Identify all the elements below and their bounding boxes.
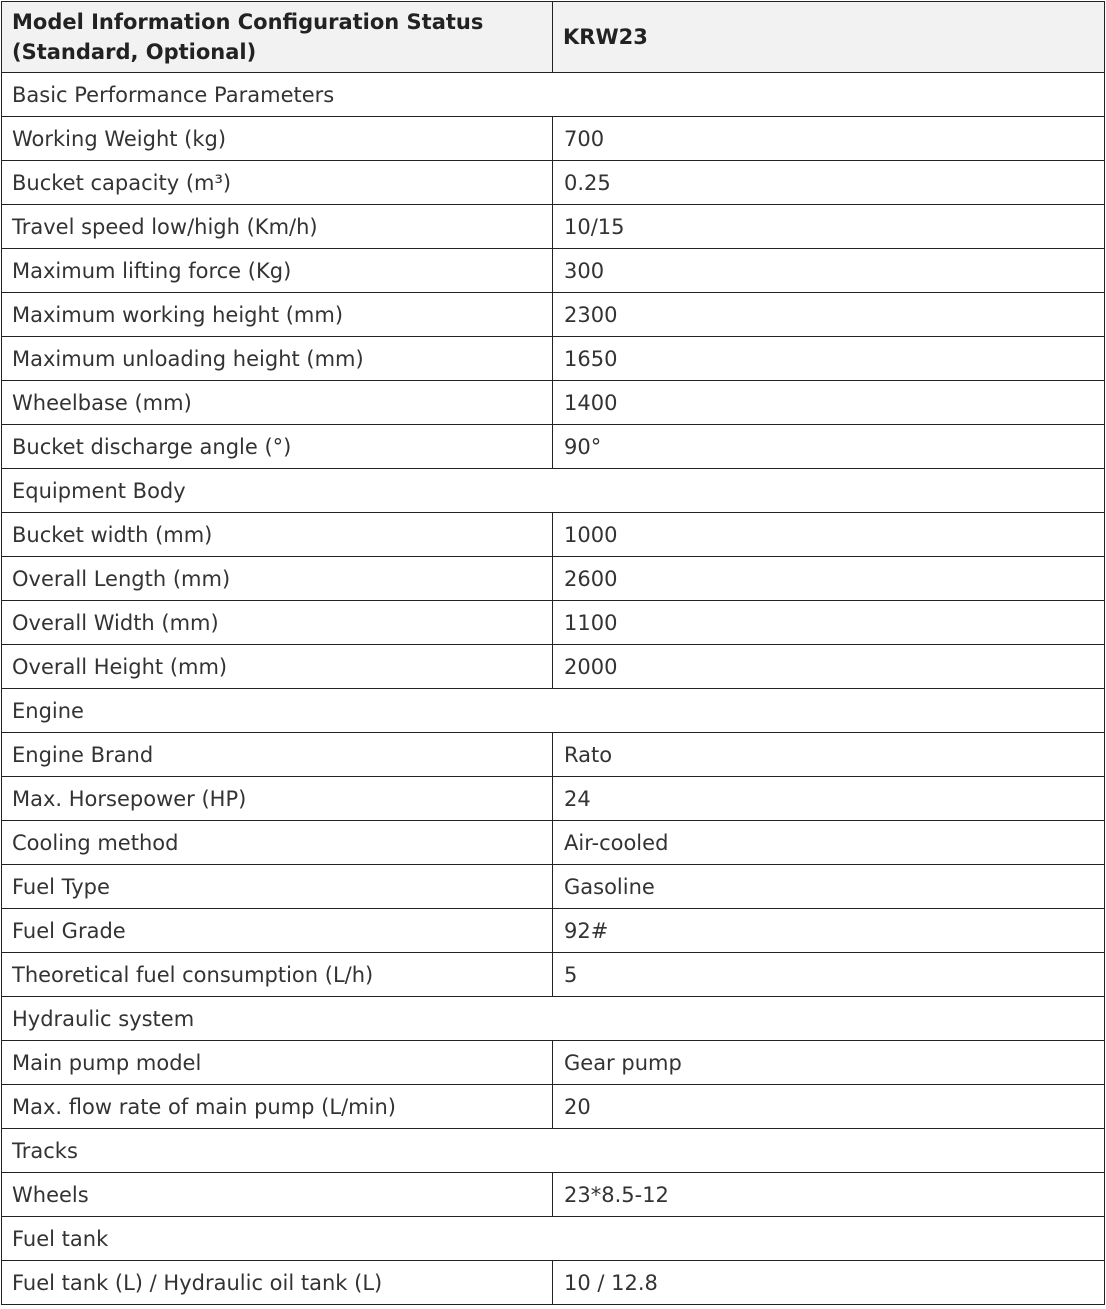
spec-label: Max. flow rate of main pump (L/min): [2, 1085, 553, 1129]
table-row: [2, 733, 1105, 777]
table-row: [2, 601, 1105, 645]
spec-value: Rato: [553, 733, 1105, 777]
spec-value: 92#: [553, 909, 1105, 953]
spec-label: Overall Height (mm): [2, 645, 553, 689]
section-title: Basic Performance Parameters: [2, 73, 1105, 117]
spec-label: Cooling method: [2, 821, 553, 865]
table-row: [2, 645, 1105, 689]
section-title: Equipment Body: [2, 469, 1105, 513]
spec-label: Wheels: [2, 1173, 553, 1217]
spec-label: Engine Brand: [2, 733, 553, 777]
spec-value: 90°: [553, 425, 1105, 469]
spec-label: Bucket discharge angle (°): [2, 425, 553, 469]
section-row: [2, 469, 1105, 513]
table-row: [2, 1041, 1105, 1085]
spec-value: 2300: [553, 293, 1105, 337]
table-row: [2, 293, 1105, 337]
spec-label: Maximum unloading height (mm): [2, 337, 553, 381]
spec-value: 20: [553, 1085, 1105, 1129]
section-row: [2, 73, 1105, 117]
header-model: KRW23: [553, 2, 1105, 73]
spec-label: Maximum working height (mm): [2, 293, 553, 337]
table-body: [2, 73, 1105, 1305]
spec-label: Bucket width (mm): [2, 513, 553, 557]
table-row: [2, 865, 1105, 909]
spec-value: 2000: [553, 645, 1105, 689]
spec-label: Bucket capacity (m³): [2, 161, 553, 205]
spec-value: 10 / 12.8: [553, 1261, 1105, 1305]
header-config-status: Model Information Configuration Status (Standard, Optional): [2, 2, 553, 73]
spec-label: Working Weight (kg): [2, 117, 553, 161]
spec-value: 10/15: [553, 205, 1105, 249]
section-title: Hydraulic system: [2, 997, 1105, 1041]
spec-label: Max. Horsepower (HP): [2, 777, 553, 821]
spec-value: 0.25: [553, 161, 1105, 205]
spec-value: 2600: [553, 557, 1105, 601]
table-row: [2, 777, 1105, 821]
table-row: [2, 161, 1105, 205]
spec-label: Overall Width (mm): [2, 601, 553, 645]
spec-table: [1, 1, 1105, 1305]
spec-value: 1650: [553, 337, 1105, 381]
table-header-row: [2, 2, 1105, 73]
spec-value: Air-cooled: [553, 821, 1105, 865]
table-row: [2, 1261, 1105, 1305]
section-row: [2, 1129, 1105, 1173]
table-row: [2, 425, 1105, 469]
spec-label: Wheelbase (mm): [2, 381, 553, 425]
spec-value: 1400: [553, 381, 1105, 425]
spec-value: 700: [553, 117, 1105, 161]
spec-label: Maximum lifting force (Kg): [2, 249, 553, 293]
spec-value: 1000: [553, 513, 1105, 557]
spec-value: 24: [553, 777, 1105, 821]
spec-label: Fuel Grade: [2, 909, 553, 953]
section-title: Engine: [2, 689, 1105, 733]
spec-label: Travel speed low/high (Km/h): [2, 205, 553, 249]
spec-value: 1100: [553, 601, 1105, 645]
table-row: [2, 249, 1105, 293]
spec-label: Theoretical fuel consumption (L/h): [2, 953, 553, 997]
table-row: [2, 953, 1105, 997]
spec-label: Overall Length (mm): [2, 557, 553, 601]
spec-value: 300: [553, 249, 1105, 293]
table-row: [2, 1173, 1105, 1217]
table-row: [2, 205, 1105, 249]
spec-label: Fuel tank (L) / Hydraulic oil tank (L): [2, 1261, 553, 1305]
spec-label: Fuel Type: [2, 865, 553, 909]
table-row: [2, 1085, 1105, 1129]
section-row: [2, 997, 1105, 1041]
table-row: [2, 513, 1105, 557]
section-row: [2, 689, 1105, 733]
section-title: Tracks: [2, 1129, 1105, 1173]
table-row: [2, 909, 1105, 953]
section-title: Fuel tank: [2, 1217, 1105, 1261]
spec-label: Main pump model: [2, 1041, 553, 1085]
table-row: [2, 381, 1105, 425]
section-row: [2, 1217, 1105, 1261]
table-row: [2, 337, 1105, 381]
spec-value: 5: [553, 953, 1105, 997]
table-row: [2, 557, 1105, 601]
spec-value: 23*8.5-12: [553, 1173, 1105, 1217]
spec-value: Gear pump: [553, 1041, 1105, 1085]
table-row: [2, 117, 1105, 161]
spec-value: Gasoline: [553, 865, 1105, 909]
table-row: [2, 821, 1105, 865]
